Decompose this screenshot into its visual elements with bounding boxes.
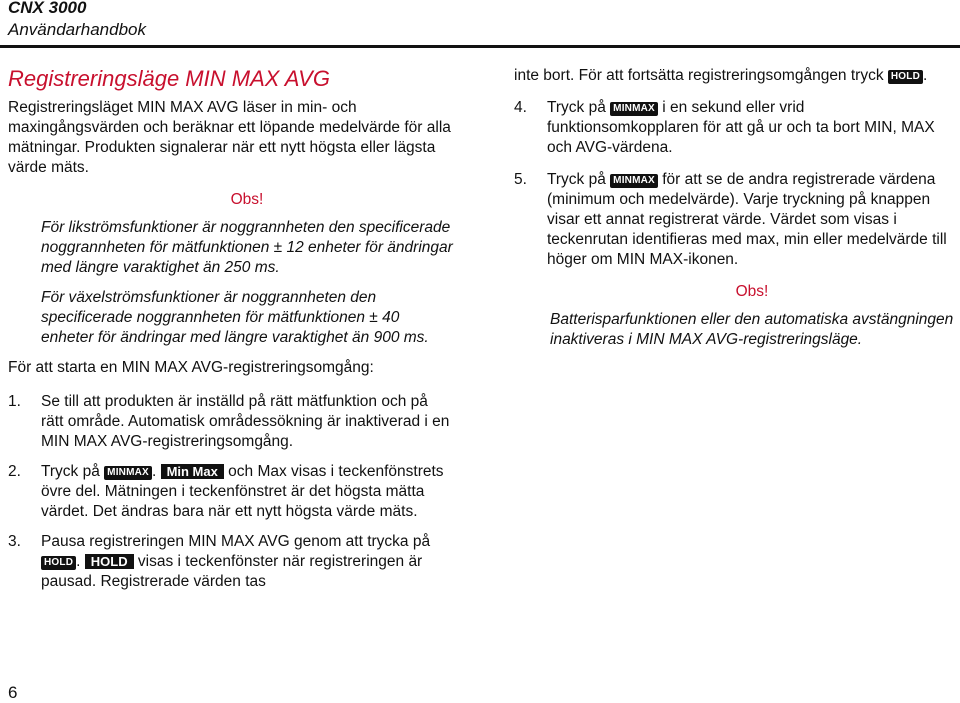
- section-title: Registreringsläge MIN MAX AVG: [8, 66, 330, 91]
- step-number: 1.: [8, 393, 21, 410]
- left-column: [8, 66, 453, 602]
- note2-text: Batterisparfunktionen eller den automatiska avstängningen inaktiveras i MIN MAX AVG-registreringsläge.: [550, 311, 954, 348]
- minmax-display-icon: Min Max: [161, 464, 224, 479]
- note2-block: [514, 282, 954, 350]
- note-block: [8, 190, 453, 348]
- step-text-pre: Tryck på: [547, 171, 606, 188]
- step-text: [41, 462, 453, 522]
- step-number: 3.: [8, 533, 21, 550]
- note-dc: För likströmsfunktioner är noggrannheten den specificerade noggrannheten för mätfunktionen ± 12 enheter för ändringar med längre varaktighet än 250 ms.: [41, 219, 453, 276]
- step-text: [41, 532, 453, 592]
- step-1: [8, 392, 453, 452]
- step-3: [8, 532, 453, 592]
- intro-paragraph: Registreringsläget MIN MAX AVG läser in min- och maxingångsvärden och beräknar ett löpande medelvärde för alla mätningar. Produkten signalerar när ett nytt högsta eller lägsta värde mäts.: [8, 99, 451, 176]
- hold-key-icon: HOLD: [41, 556, 76, 570]
- minmax-key-icon: MINMAX: [104, 466, 152, 480]
- step-text-mid: .: [151, 463, 157, 480]
- note2-label: Obs!: [735, 283, 769, 300]
- header-title: CNX 3000: [8, 0, 87, 17]
- step-text: [547, 170, 954, 270]
- hold-key-icon: HOLD: [888, 70, 923, 84]
- header-subtitle: Användarhandbok: [8, 20, 147, 39]
- page-number: 6: [8, 683, 18, 702]
- step-text-pre: Pausa registreringen MIN MAX AVG genom att trycka på: [41, 533, 431, 550]
- step-number: 2.: [8, 463, 21, 480]
- continuation-post: .: [923, 67, 928, 84]
- step-4: [514, 98, 954, 158]
- hold-display-icon: HOLD: [85, 554, 134, 569]
- step-text-pre: Tryck på: [41, 463, 100, 480]
- step-text: [547, 98, 954, 158]
- step-text-mid: .: [76, 553, 81, 570]
- header-rule: [0, 45, 960, 48]
- step-text-post: visas i teckenfönster när registreringen är pausad. Registrerade värden tas: [41, 553, 423, 590]
- step-5: [514, 170, 954, 270]
- step-2: [8, 462, 453, 522]
- step-text-post: i en sekund eller vrid funktionsomkopplaren för att gå ur och ta bort MIN, MAX och AVG-värdena.: [547, 99, 935, 156]
- step-text-post: och Max visas i teckenfönstrets övre del. Mätningen i teckenfönstret är det högsta mätta värdet. Det ändras bara när ett nytt högsta värde mäts.: [41, 463, 444, 520]
- step-text-pre: Tryck på: [547, 99, 606, 116]
- step-text: Se till att produkten är inställd på rätt mätfunktion och på rätt område. Automatisk områdessökning är inaktiverad i en MIN MAX AVG-registreringsomgång.: [41, 393, 450, 450]
- start-text: För att starta en MIN MAX AVG-registreringsomgång:: [8, 359, 374, 376]
- right-column: [514, 66, 954, 360]
- step-text-post: för att se de andra registrerade värdena (minimum och medelvärde). Varje tryckning på knappen visar ett annat registrerat värde. Värdet som visas i teckenrutan identifieras med max, min eller medelvärde till höger om MIN MAX-ikonen.: [547, 171, 947, 268]
- minmax-key-icon: MINMAX: [610, 174, 658, 188]
- note-ac: För växelströmsfunktioner är noggrannheten den specificerade noggrannheten för mätfunktionen ± 40 enheter för ändringar med längre varaktighet än 900 ms.: [41, 289, 429, 346]
- step-number: 5.: [514, 171, 527, 188]
- continuation-pre: inte bort. För att fortsätta registreringsomgången tryck: [514, 67, 884, 84]
- step-number: 4.: [514, 99, 527, 116]
- minmax-key-icon: MINMAX: [610, 102, 658, 116]
- continuation-text: [514, 66, 954, 86]
- note-label: Obs!: [230, 191, 264, 208]
